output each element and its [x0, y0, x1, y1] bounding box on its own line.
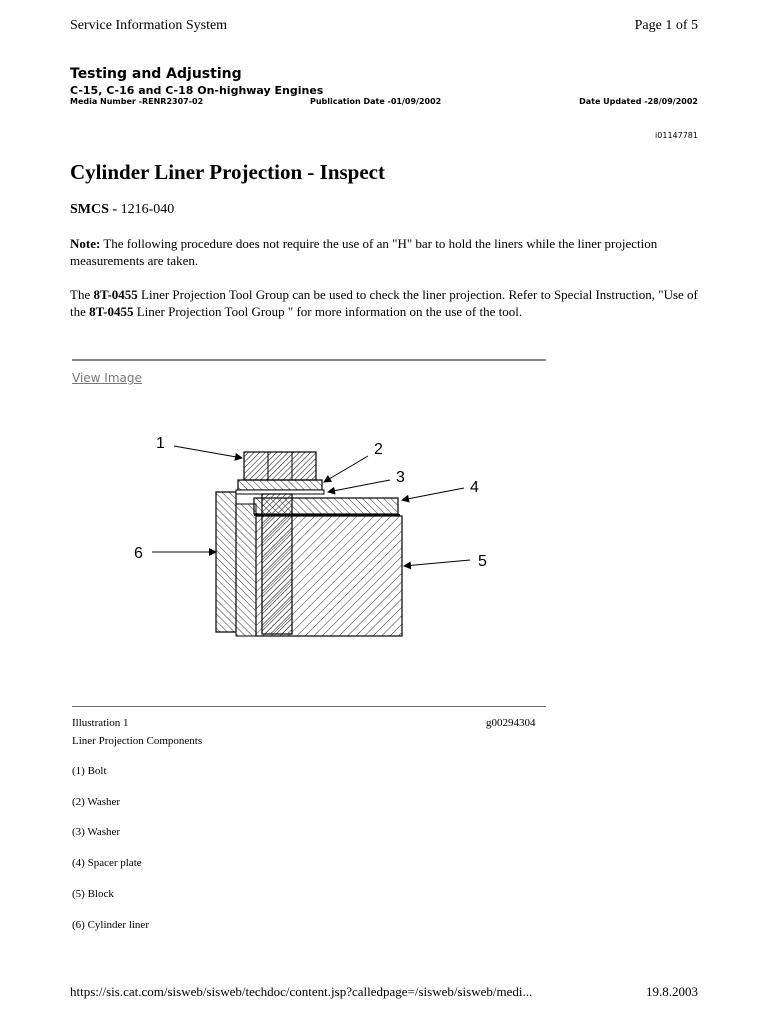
- legend-item: (5) Block: [72, 888, 114, 900]
- tool-part-number-2: 8T-0455: [89, 304, 134, 319]
- smcs-code: 1216-040: [120, 202, 175, 217]
- date-updated: Date Updated -28/09/2002: [579, 97, 698, 106]
- divider-bottom: [72, 706, 546, 707]
- document-id: i01147781: [655, 131, 698, 140]
- liner-projection-diagram: [118, 424, 518, 644]
- cylinder-liner-shape: [216, 492, 236, 632]
- smcs-line: [70, 202, 174, 218]
- product-line: C-15, C-16 and C-18 On-highway Engines: [70, 84, 324, 97]
- callout-4: 4: [470, 479, 479, 496]
- tool-text-1: The: [70, 287, 94, 302]
- illustration-caption: Liner Projection Components: [72, 735, 203, 747]
- print-date: 19.8.2003: [646, 984, 698, 999]
- view-image-link[interactable]: View Image: [72, 371, 142, 385]
- tool-text-2: Liner Projection Tool Group can be used to check the liner projection. Refer to Special Instruction, "Use of the: [70, 287, 698, 319]
- callout-6: 6: [134, 545, 143, 562]
- bolt-shank-shape: [262, 494, 292, 634]
- graphic-id: g00294304: [486, 717, 536, 729]
- legend-item: (6) Cylinder liner: [72, 919, 149, 931]
- tool-text-3: Liner Projection Tool Group " for more information on the use of the tool.: [133, 304, 523, 319]
- divider-top: [72, 359, 546, 361]
- note-label: Note:: [70, 236, 101, 251]
- publication-date: Publication Date -01/09/2002: [310, 97, 442, 106]
- callout-1: 1: [156, 435, 165, 452]
- tool-paragraph: [70, 286, 710, 320]
- illustration-number: Illustration 1: [72, 717, 129, 729]
- washer-shape: [238, 480, 322, 490]
- system-name: Service Information System: [70, 18, 228, 33]
- legend-item: (2) Washer: [72, 796, 121, 808]
- page-title: Cylinder Liner Projection - Inspect: [70, 160, 385, 184]
- legend-item: (1) Bolt: [72, 765, 107, 777]
- note-paragraph: [70, 235, 710, 269]
- note-text: The following procedure does not require the use of an "H" bar to hold the liners while the liner projection measurements are taken.: [70, 236, 658, 268]
- page-url: https://sis.cat.com/sisweb/sisweb/techdoc/content.jsp?calledpage=/sisweb/sisweb/medi...: [70, 984, 533, 999]
- smcs-label: SMCS -: [70, 202, 121, 217]
- legend-item: (4) Spacer plate: [72, 857, 142, 869]
- callout-3: 3: [396, 469, 405, 486]
- page-number: Page 1 of 5: [634, 18, 698, 33]
- legend-item: (3) Washer: [72, 826, 121, 838]
- section-heading: Testing and Adjusting: [70, 66, 242, 82]
- callout-5: 5: [478, 553, 487, 570]
- tool-part-number-1: 8T-0455: [93, 287, 138, 302]
- bolt-head-shape: [244, 452, 316, 480]
- callout-2: 2: [374, 441, 383, 458]
- media-number: Media Number -RENR2307-02: [70, 97, 204, 106]
